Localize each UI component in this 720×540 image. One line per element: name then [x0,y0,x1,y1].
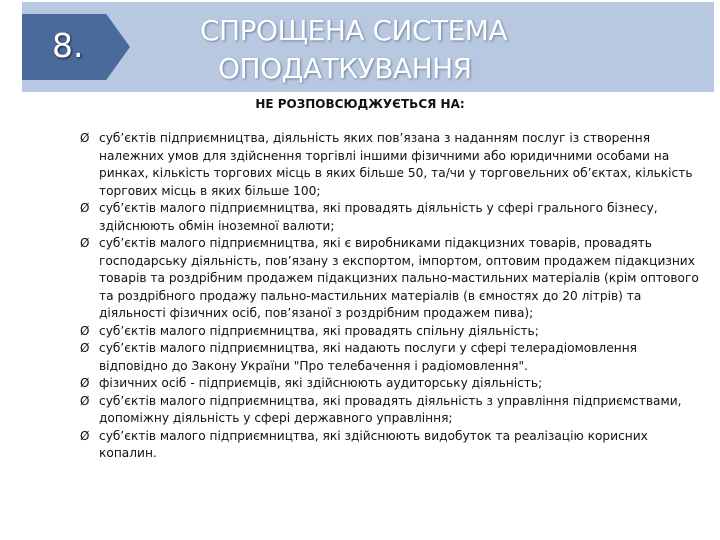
list-item-text: суб’єктів малого підприємництва, які надають послуги у сфері телерадіомовлення відповідно до Закону України "Про телебачення і радіомовлення". [99,341,637,373]
list-item [80,428,700,463]
arrow-bullet-icon: Ø [80,201,90,215]
slide-title [200,12,600,88]
arrow-bullet-icon: Ø [80,131,90,145]
list-item [80,375,700,393]
list-item-text: суб’єктів малого підприємництва, які провадять діяльність у сфері грального бізнесу, здійснюють обмін іноземної валюти; [99,201,658,233]
list-item-text: суб’єктів підприємництва, діяльність яких пов’язана з наданням послуг із створення належних умов для здійснення торгівлі іншими фізичними або юридичними особами на ринках, кількість торгових місць в яких більше 50, та/чи у торговельних об’єктах, кількість торгових місць в яких більше 100; [99,131,693,198]
arrow-bullet-icon: Ø [80,376,90,390]
arrow-bullet-icon: Ø [80,393,90,408]
list-item-text: суб’єктів малого підприємництва, які провадять спільну діяльність; [99,323,539,338]
exclusion-list [80,130,700,463]
list-item [80,393,700,428]
slide-number: 8. [52,26,84,65]
list-item-text: суб’єктів малого підприємництва, які провадять діяльність з управління підприємствами, допоміжну діяльність у сфері державного управління; [99,393,682,425]
slide-title-line-2: ОПОДАТКУВАННЯ [218,52,472,85]
list-item [80,130,700,200]
slide-title-line-1: СПРОЩЕНА СИСТЕМА [200,14,508,47]
list-item [80,340,700,375]
list-item [80,323,700,341]
list-item [80,200,700,235]
arrow-bullet-icon: Ø [80,341,90,355]
arrow-bullet-icon: Ø [80,236,90,250]
arrow-bullet-icon: Ø [80,428,90,443]
slide-subtitle: НЕ РОЗПОВСЮДЖУЄТЬСЯ НА: [255,97,465,111]
list-item-text: суб’єктів малого підприємництва, які здійснюють видобуток та реалізацію корисних копалин. [99,428,648,460]
list-item-text: суб’єктів малого підприємництва, які є виробниками підакцизних товарів, провадять господарську діяльність, пов’язану з експортом, імпортом, оптовим продажем підакцизних товарів та роздрібним продажем підакцизних пально-мастильних матеріалів (крім оптового та роздрібного продажу пально-мастильних матеріалів (в ємностях до 20 літрів) та діяльності фізичних осіб, пов’язаної з роздрібним продажем пива); [99,236,699,320]
list-item-text: фізичних осіб - підприємців, які здійснюють аудиторську діяльність; [99,376,543,390]
arrow-bullet-icon: Ø [80,323,90,338]
list-item [80,235,700,323]
